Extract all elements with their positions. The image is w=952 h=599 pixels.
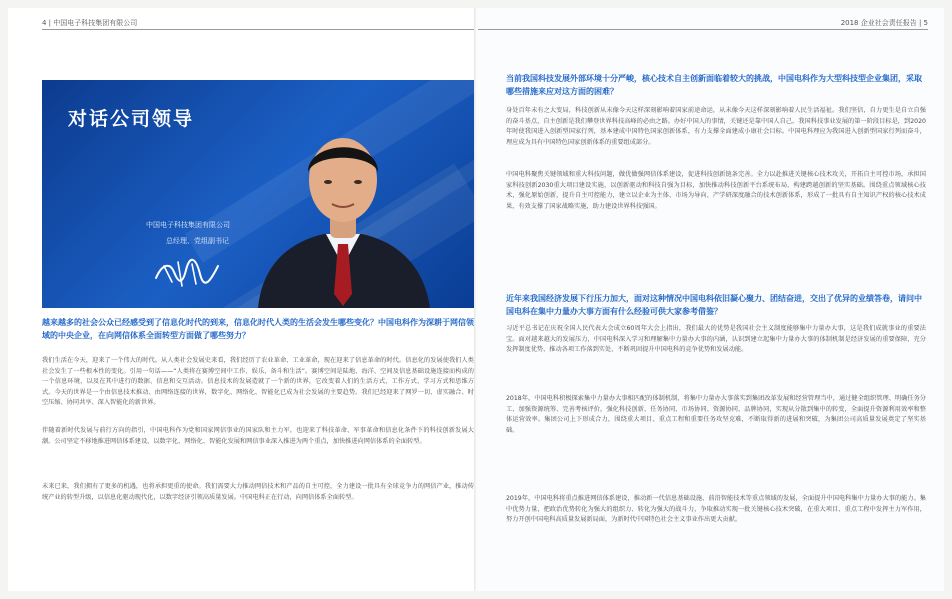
left-running-header: 4 | 中国电子科技集团有限公司 <box>42 19 138 27</box>
answer-paragraph: 2018年，中国电科积极探索集中力量办大事相匹配的体制机制，将集中力量办大事落实到集团改革发展和经营管理当中，通过健全组织管理、明确任务分工、加强资源统筹、完善考核评价，强化科技创新、任务协同、市场协同、资源协同、品牌协同，实现从分散到集中的转变，全面提升资源利用效率和整体运营效率。集团公司上下形成合力，围绕重大项目、重点工程和重要任务攻坚克难，不断取得新的进展和突破，为集团公司高质量发展奠定了坚实基础。 <box>506 395 926 434</box>
interview-banner <box>42 80 476 308</box>
executive-portrait <box>248 116 438 308</box>
signature <box>152 252 222 292</box>
answer-paragraph: 未来已来，我们拥有了更多的机遇，也将承担更重的使命。我们需要大力推动网信技术和产品的自主可控，全力建设一批具有全球竞争力的网信产业，推动传统产业的转型升级，以信息化驱动现代化，以数字经济引领高质量发展。中国电科正在行动，向网信体系全面转型。 <box>42 483 474 501</box>
answer-paragraph: 习近平总书记在庆祝全国人民代表大会成立60周年大会上指出，我们最大的优势是我国社会主义制度能够集中力量办大事，这是我们成就事业的重要法宝。面对越来越大的发展压力，中国电科深入学习和理解集中力量办大事的内涵，认识到建立起集中力量办大事的体制机制是经济发展的重要保障，充分发挥制度优势，推动各项工作落到实处，不断巩固提升中国电科的竞争优势和发展动能。 <box>506 325 926 354</box>
interview-question: 越来越多的社会公众已经感受到了信息化时代的到来，信息化时代人类的生活会发生哪些变化？中国电科作为深耕于网信领域的中央企业，在向网信体系全面转型方面做了哪些努力？ <box>42 318 474 340</box>
banner-role: 总经理、党组副书记 <box>166 237 229 245</box>
interview-question: 近年来我国经济发展下行压力加大，面对这种情况中国电科依旧凝心聚力、团结奋进，交出了优异的业绩答卷，请问中国电科在集中力量办大事方面有什么经验可供大家参考借鉴？ <box>506 294 922 316</box>
left-header-rule <box>42 29 476 30</box>
banner-title: 对话公司领导 <box>68 108 195 130</box>
left-page <box>8 8 476 591</box>
interview-question: 当前我国科技发展外部环境十分严峻，核心技术自主创新面临着较大的挑战，中国电科作为大型科技型企业集团，采取哪些措施来应对这方面的困难？ <box>506 74 922 96</box>
answer-paragraph: 我们生活在今天，迎来了一个伟大的时代。从人类社会发展史来看，我们经历了农业革命、工业革命，现在迎来了信息革命的时代。信息化的发展使我们人类社会发生了一些根本性的变化。引用一句话——“人类将在赛博空间中工作、娱乐、备斗和生活”。赛博空间是陆地、海洋、空间及信息基础设施连接而构成的一个信息环境，以及在其中进行的数据、信息和交互活动。信息技术的发展造就了一个新的世界，它改变着人们的生活方式、工作方式、学习方式和思维方式。今天的世界是一个由信息技术推动、由网络连接的世界，数字化、网络化、智能化已成为社会发展的主要趋势。我们已经迎来了网罗一切、虚实融合、时空压缩、协同共享、深入智能化的新世界。 <box>42 357 474 407</box>
answer-paragraph: 2019年，中国电科将重点推进网信体系建设，推动新一代信息基础设施、前沿智能技术等重点领域的发展，全面提升中国电科集中力量办大事的能力。集中优势力量，把政治优势转化为强大的组织力、转化为强大的战斗力，争取推动实现一批关键核心技术突破，在重大项目、重点工程中发挥主力军作用，努力开创中国电科高质量发展新局面，为新时代中国特色社会主义事业作出更大贡献。 <box>506 495 926 524</box>
answer-paragraph: 中国电科聚焦关键领域和重大科技问题，做优做强网信体系建设，促进科技创新链条完善。全力以赴推进关键核心技术攻关，开拓自主可控市场，承担国家科技创新2030重大项目建设实施，以创新驱动和科技自强为目标，加快推动科技创新平台系统布局、构建跨越创新的坚实基础。围绕重点领域核心技术，强化原始创新，提升自主可控能力，建立以企业为主体、市场为导向、产学研深度融合的技术创新体系，形成了一批具有自主知识产权的核心技术成果，有效支撑了国家战略实施，助力建设世界科技强国。 <box>506 171 926 210</box>
answer-paragraph: 身处百年未有之大变局，科技创新从未像今天这样深刻影响着国家前途命运，从未像今天这样深刻影响着人民生活福祉。我们坚信，自力更生是自立自强的奋斗基点，自主创新是我们攀登世界科技高峰的必由之路。办好中国人的事情，关键还是靠中国人自己。我国科技事业发展的第一阶段目标是，到2020年时使我国进入创新型国家行列，基本建成中国特色国家创新体系，有力支撑全面建成小康社会目标。中国电科理应为我国进入创新型国家行列而奋斗，理应成为具有中国特色国家创新体系的重要组成部分。 <box>506 107 926 146</box>
report-spread <box>8 8 944 591</box>
right-header-rule <box>478 29 928 30</box>
banner-organization: 中国电子科技集团有限公司 <box>146 221 230 229</box>
right-page <box>478 8 944 591</box>
answer-paragraph: 伴随着新时代发展与前行方向的指引，中国电科作为党和国家网信事业的国家队和主力军，也迎来了科技革命、军事革命和信息化条件下的科技创新发展大潮。公司坚定不移地推进网信体系建设，以数字化、网络化、智能化发展和网信事业深入推进为两个重点，加快推进向网信体系的全面转型。 <box>42 427 474 445</box>
right-running-header: 2018 企业社会责任报告 | 5 <box>840 19 928 27</box>
